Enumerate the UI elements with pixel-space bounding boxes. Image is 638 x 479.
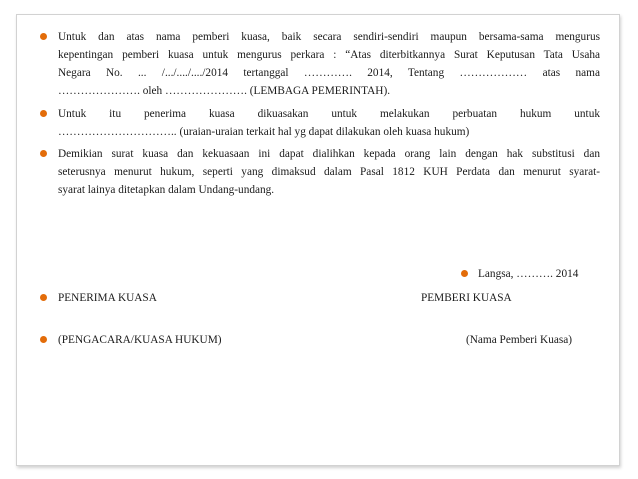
paragraph-scope [58, 105, 600, 141]
bullet-icon [40, 150, 47, 157]
paragraph-line: Negara No. ... /.../..../..../2014 tertanggal …………. 2014, Tentang ……………… atas nama [58, 67, 600, 79]
paragraph-transfer [58, 145, 600, 199]
paragraph-line: ………………………….. (uraian-uraian terkait hal yg dapat dilakukan oleh kuasa hukum) [58, 126, 470, 138]
paragraph-line: kepentingan pemberi kuasa untuk mengurus perkara : “Atas diterbitkannya Surat Keputusan Tata Usaha [58, 49, 600, 61]
paragraph-line: …………………. oleh …………………. (LEMBAGA PEMERINTAH). [58, 85, 391, 97]
paragraph-authorization [58, 28, 600, 100]
bullet-icon [461, 270, 468, 277]
paragraph-line: seterusnya menurut hukum, seperti yang dimaksud dalam Pasal 1812 KUH Perdata dan menurut syarat- [58, 166, 600, 178]
recipient-label: PENERIMA KUASA [58, 292, 157, 304]
bullet-icon [40, 33, 47, 40]
paragraph-line: Untuk dan atas nama pemberi kuasa, baik secara sendiri-sendiri maupun bersama-sama mengurus [58, 31, 600, 43]
paragraph-line: Untuk itu penerima kuasa dikuasakan untuk melakukan perbuatan hukum untuk [58, 108, 600, 120]
bullet-icon [40, 110, 47, 117]
paragraph-line: Demikian surat kuasa dan kekuasaan ini dapat dialihkan kepada orang lain dengan hak substitusi dan [58, 148, 600, 160]
grantor-label: PEMBERI KUASA [421, 292, 512, 304]
grantor-name: (Nama Pemberi Kuasa) [466, 334, 573, 346]
paragraph-line: syarat lainya ditetapkan dalam Undang-undang. [58, 184, 275, 196]
place-date: Langsa, ………. 2014 [478, 268, 579, 280]
bullet-icon [40, 294, 47, 301]
bullet-icon [40, 336, 47, 343]
recipient-name: (PENGACARA/KUASA HUKUM) [58, 334, 222, 346]
